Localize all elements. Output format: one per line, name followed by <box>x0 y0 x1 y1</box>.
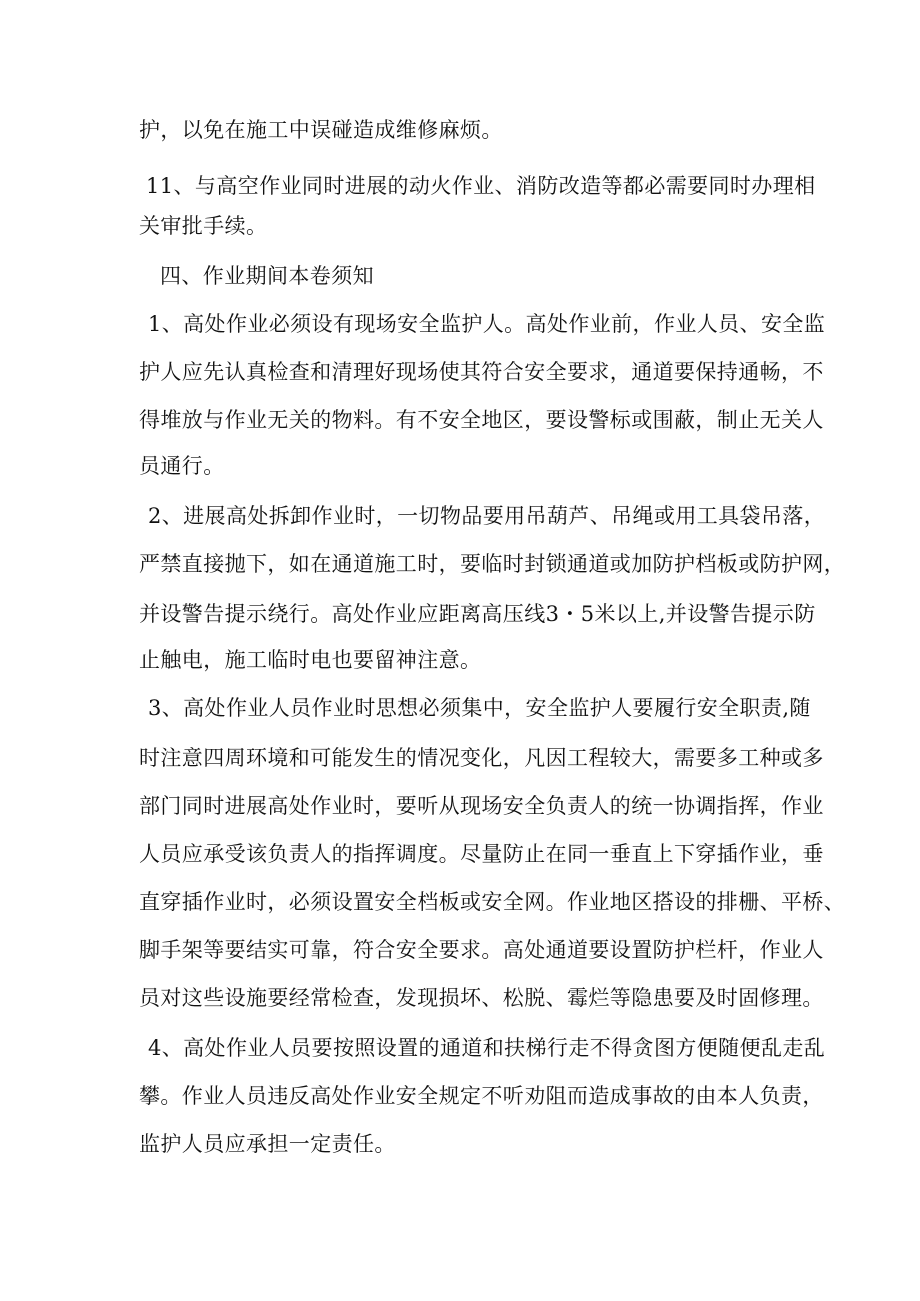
text-line: 3、高处作业人员作业时思想必须集中，安全监护人要履行安全职责,随 <box>148 696 811 720</box>
text-line: 脚手架等要结实可靠，符合安全要求。高处通道要设置防护栏杆，作业人 <box>139 938 824 962</box>
text-line: 部门同时进展高处作业时，要听从现场安全负责人的统一协调指挥，作业 <box>139 794 824 818</box>
text-line: 员对这些设施要经常检查，发现损坏、松脱、霉烂等隐患要及时固修理。 <box>139 986 824 1010</box>
text-line: 护人应先认真检查和清理好现场使其符合安全要求，通道要保持通畅，不 <box>139 360 824 384</box>
text-line: 4、高处作业人员要按照设置的通道和扶梯行走不得贪图方便随便乱走乱 <box>148 1036 826 1060</box>
text-line: 员通行。 <box>139 454 225 478</box>
text-line: 关审批手续。 <box>139 214 268 238</box>
section-heading: 四、作业期间本卷须知 <box>160 264 374 288</box>
text-line: 时注意四周环境和可能发生的情况变化，凡因工程较大，需要多工种或多 <box>139 746 824 770</box>
text-line: 2、进展高处拆卸作业时，一切物品要用吊葫芦、吊绳或用工具袋吊落， <box>148 504 826 528</box>
text-line: 11、与高空作业同时进展的动火作业、消防改造等都必需要同时办理相 <box>146 174 816 198</box>
text-line: 1、高处作业必须设有现场安全监护人。高处作业前，作业人员、安全监 <box>148 312 826 336</box>
text-line: 人员应承受该负责人的指挥调度。尽量防止在同一垂直上下穿插作业，垂 <box>139 842 824 866</box>
text-line: 并设警告提示绕行。高处作业应距离高压线3・5米以上,并设警告提示防 <box>139 602 816 626</box>
text-line: 攀。作业人员违反高处作业安全规定不听劝阻而造成事故的由本人负责， <box>139 1084 824 1108</box>
text-line: 得堆放与作业无关的物料。有不安全地区，要设警标或围蔽，制止无关人 <box>139 408 824 432</box>
text-line: 监护人员应承担一定责任。 <box>139 1132 396 1156</box>
text-line: 严禁直接抛下，如在通道施工时，要临时封锁通道或加防护档板或防护网， <box>139 552 846 576</box>
text-line: 护，以免在施工中误碰造成维修麻烦。 <box>139 118 503 142</box>
text-line: 直穿插作业时，必须设置安全档板或安全网。作业地区搭设的排栅、平桥、 <box>139 890 846 914</box>
text-line: 止触电，施工临时电也要留神注意。 <box>139 648 482 672</box>
